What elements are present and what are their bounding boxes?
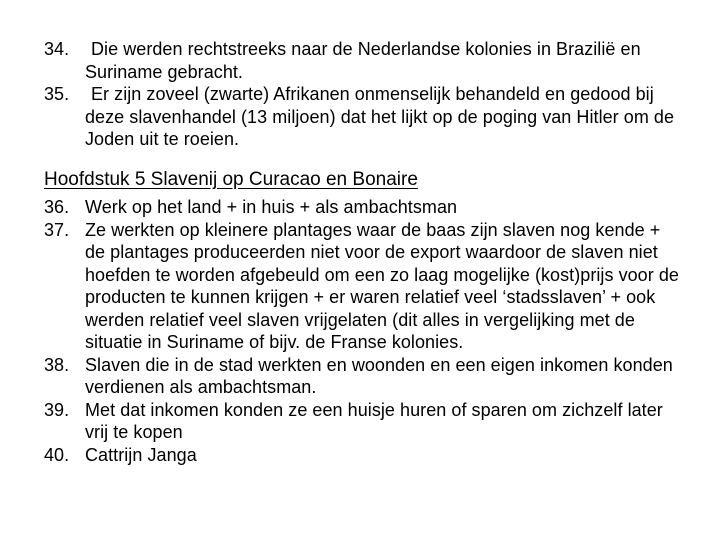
list-item-34: [44, 38, 684, 83]
list-item-38: [44, 354, 684, 399]
list-text: Die werden rechtstreeks naar de Nederlandse kolonies in Brazilië en Suriname gebracht.: [85, 39, 641, 82]
list-number: 40.: [44, 444, 70, 465]
top-list: [44, 38, 684, 151]
list-text: Slaven die in de stad werkten en woonden en een eigen inkomen konden verdienen als ambachtsman.: [85, 354, 673, 397]
chapter-heading: Hoofdstuk 5 Slavenij op Curacao en Bonaire: [44, 169, 418, 190]
list-item-37: [44, 219, 684, 354]
list-text: Er zijn zoveel (zwarte) Afrikanen onmenselijk behandeld en gedood bij deze slavenhandel (13 miljoen) dat het lijkt op de poging van Hitler om de Joden uit te roeien.: [85, 84, 675, 149]
list-text: Met dat inkomen konden ze een huisje huren of sparen om zichzelf later vrij te kopen: [85, 399, 663, 442]
bottom-list: [44, 196, 684, 466]
list-text: Cattrijn Janga: [85, 444, 197, 465]
list-text: Werk op het land + in huis + als ambachtsman: [85, 197, 458, 217]
list-item-39: [44, 399, 684, 444]
list-number: 35.: [44, 84, 70, 104]
list-number: 39.: [44, 399, 70, 420]
list-number: 38.: [44, 354, 70, 375]
list-text: Ze werkten op kleinere plantages waar de baas zijn slaven nog kende + de plantages produceerden niet voor de export waardoor de slaven niet hoefden te worden afgebeuld om een zo laag mogelijke (kost)prijs voor de producten te kunnen krijgen + er waren relatief veel ‘stadsslaven’ + ook werden relatief veel slaven vrijgelaten (dit alles in vergelijking met de situatie in Suriname of bijv. de Franse kolonies.: [85, 219, 679, 352]
list-item-40: [44, 444, 684, 467]
list-item-35: [44, 83, 684, 151]
list-item-36: [44, 196, 684, 219]
list-number: 36.: [44, 197, 70, 217]
list-number: 34.: [44, 39, 70, 59]
list-number: 37.: [44, 219, 70, 240]
